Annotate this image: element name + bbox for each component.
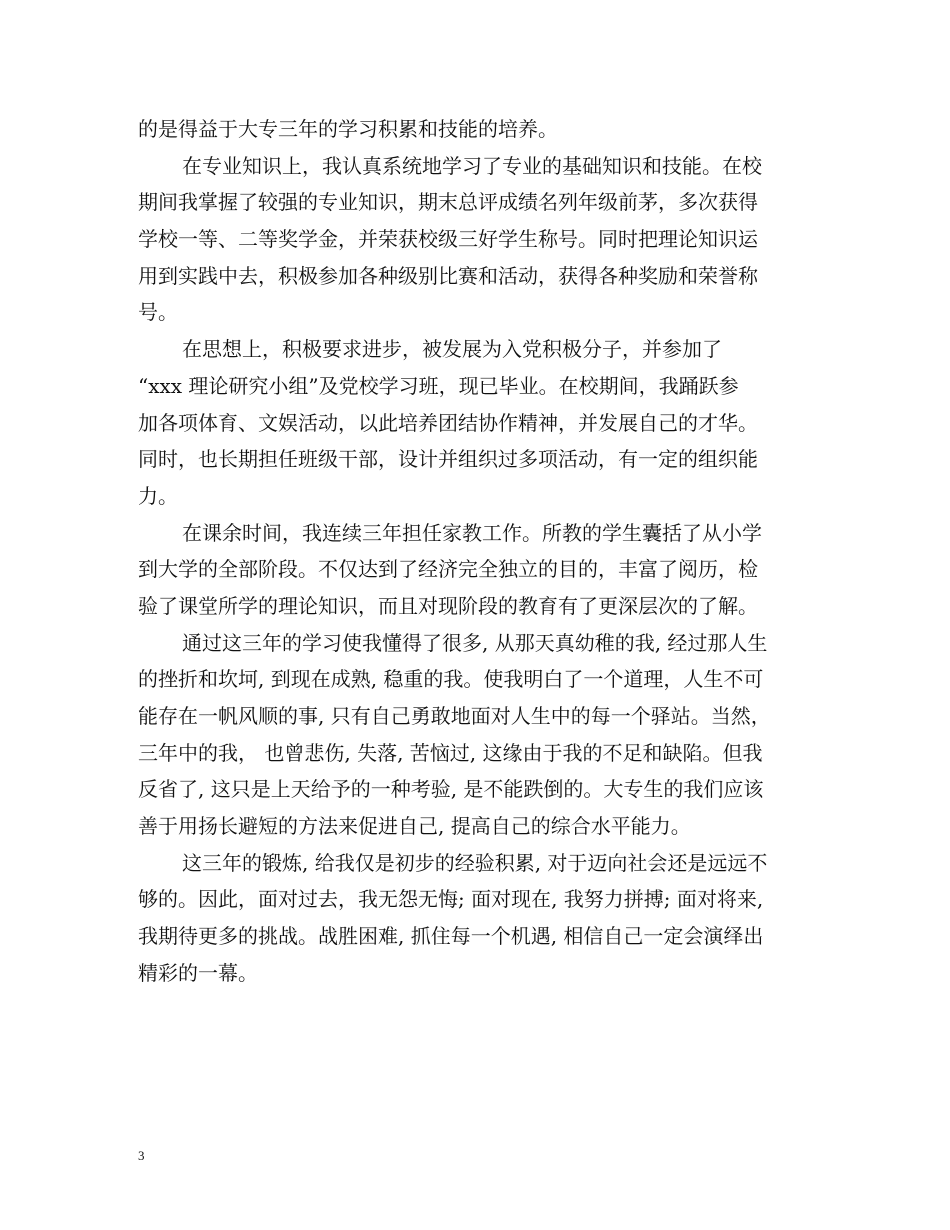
text-line: 期间我掌握了较强的专业知识，期末总评成绩名列年级前茅，多次获得 [138,190,758,215]
text-line: 验了课堂所学的理论知识，而且对现阶段的教育有了更深层次的了解。 [138,593,758,618]
text-line: 精彩的一幕。 [138,960,258,985]
text-line: 力。 [138,483,178,508]
text-line: 够的。因此，面对过去，我无怨无悔; 面对现在, 我努力拼搏; 面对将来, [138,887,764,912]
text-line: 这三年的锻炼, 给我仅是初步的经验积累, 对于迈向社会还是远远不 [182,850,768,875]
text-line: 三年中的我， 也曾悲伤, 失落, 苦恼过, 这缘由于我的不足和缺陷。但我 [138,740,763,765]
text-line: 在课余时间，我连续三年担任家教工作。所教的学生囊括了从小学 [182,520,762,545]
text-line: 学校一等、二等奖学金，并荣获校级三好学生称号。同时把理论知识运 [138,227,758,252]
text-line: 在专业知识上，我认真系统地学习了专业的基础知识和技能。在校 [182,153,762,178]
text-line: 号。 [138,300,178,325]
page-number: 3 [138,1148,145,1163]
text-line: 的是得益于大专三年的学习积累和技能的培养。 [138,117,558,141]
text-line: 我期待更多的挑战。战胜困难, 抓住每一个机遇, 相信自己一定会演绎出 [138,924,764,949]
text-line: 加各项体育、文娱活动，以此培养团结协作精神，并发展自己的才华。 [138,410,758,435]
text-line: 能存在一帆风顺的事, 只有自己勇敢地面对人生中的每一个驿站。当然， [138,704,771,728]
text-line: 同时，也长期担任班级干部，设计并组织过多项活动，有一定的组织能 [138,447,758,472]
text-line: 通过这三年的学习使我懂得了很多, 从那天真幼稚的我, 经过那人生 [182,630,768,655]
document-body [138,111,818,992]
text-line: 的挫折和坎坷, 到现在成熟, 稳重的我。使我明白了一个道理，人生不可 [138,667,764,692]
text-line: 善于用扬长避短的方法来促进自己, 提高自己的综合水平能力。 [138,814,691,839]
text-line: 到大学的全部阶段。不仅达到了经济完全独立的目的，丰富了阅历，检 [138,557,758,582]
text-line: 在思想上，积极要求进步，被发展为入党积极分子，并参加了 [182,337,722,362]
text-line: 反省了, 这只是上天给予的一种考验, 是不能跌倒的。大专生的我们应该 [138,777,764,802]
text-line: 用到实践中去，积极参加各种级别比赛和活动，获得各种奖励和荣誉称 [138,263,758,288]
text-line: “xxx 理论研究小组”及党校学习班，现已毕业。在校期间，我踊跃参 [138,373,739,398]
